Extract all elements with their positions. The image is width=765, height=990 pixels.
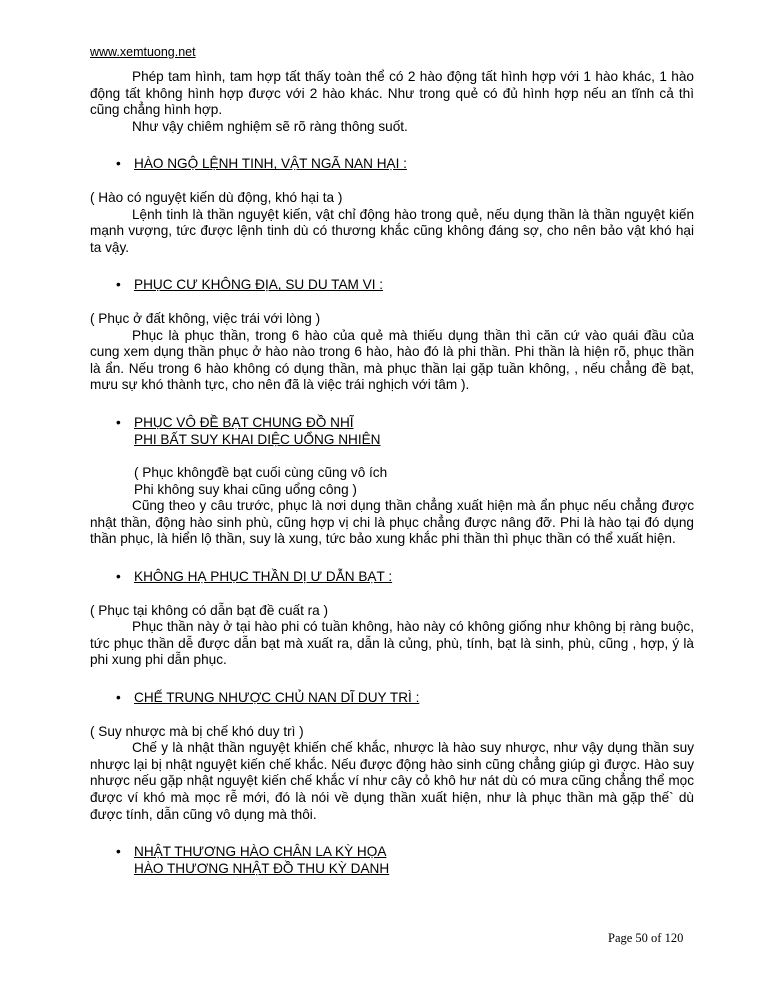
heading-line: PHI BẤT SUY KHAI DIỆC UỔNG NHIÊN — [134, 431, 381, 447]
section-gloss: ( Phục ở đất không, việc trái với lòng ) — [90, 310, 321, 326]
bullet-icon: • — [116, 414, 121, 430]
section-body: Phục là phục thần, trong 6 hào của quẻ mà thiếu dụng thần thì căn cứ vào quái đầu của cung xem dụng thần phục ở hào nào trong 6 hào, hào đó là phi thần. Phi thần là hiện rõ, phục thần là ẩn. Nếu trong 6 hào không có dụng thần, mà phục thần lại gặp tuần không, , nếu chẳng đề bạt, mưu sự khó thành tực, cho nên đã là việc trái nghịch với tâm ). — [90, 327, 694, 393]
gloss-line: ( Phục khôngđề bạt cuối cùng cũng vô ích — [134, 465, 388, 481]
bullet-icon: • — [116, 156, 121, 172]
gloss-line: Phi không suy khai cũng uổng công ) — [134, 481, 357, 497]
section-body: Chế y là nhật thần nguyệt khiến chế khắc, nhược là hào suy nhược, như vậy dụng thần suy nhược lại bị nhật nguyệt kiến chế khắc. Nếu được động hào sinh cũng chẳng giúp gì được. Hào suy nhược nếu gặp nhật nguyệt kiến chế khắc ví như cây cỏ khô hư nát dù có mưa cũng chẳng thể mọc được ví khó mà mọc rễ mới, đó là nói về dụng thần xuất hiện, như là phục thần mà gặp thế` dù được tính, dẫn cũng vô dụng mà thôi. — [90, 740, 694, 822]
bullet-icon: • — [116, 690, 121, 706]
section-body: Cũng theo y câu trước, phục là nơi dụng thần chẳng xuất hiện mà ẩn phục nếu chẳng được nhật thần, động hào sinh phù, cũng hợp vị chi là phục chẳng được nâng đỡ. Phi là hào tại đó dụng thần phục, là hiển lộ thần, suy là xung, tức bảo xung khắc phi thần thì phục thần có thể xuất hiện. — [90, 498, 694, 547]
section-gloss: ( Hào có nguyệt kiến dù động, khó hại ta ) — [90, 189, 343, 205]
section-heading — [90, 156, 694, 173]
section-body: Phục thần này ở tại hào phi có tuần không, hào này có không giống như không bị ràng buộc, tức phục thần dễ được dẫn bạt mà xuất ra, dẫn là củng, phù, tính, bạt là sinh, phù, cũng , hợp, ý là phi xung phi dẫn phục. — [90, 619, 694, 668]
heading-line: PHỤC CƯ KHÔNG ĐỊA, SU DU TAM VI : — [134, 277, 384, 293]
bullet-icon: • — [116, 277, 121, 293]
section-heading — [90, 569, 694, 586]
section-heading — [90, 415, 694, 448]
intro-conclusion: Như vậy chiêm nghiệm sẽ rõ ràng thông suốt. — [132, 118, 408, 134]
site-url[interactable]: www.xemtuong.net — [90, 45, 196, 59]
section-heading — [90, 844, 694, 877]
heading-line: HÀO NGỘ LỆNH TINH, VẬT NGÃ NAN HẠI : — [134, 156, 407, 172]
section-gloss: ( Phục tại không có dẫn bạt đề cuất ra ) — [90, 602, 329, 618]
section-heading — [90, 690, 694, 707]
bullet-icon: • — [116, 569, 121, 585]
heading-line: NHẬT THƯƠNG HÀO CHÂN LA KỲ HỌA — [134, 844, 387, 860]
heading-line: PHỤC VÔ ĐỀ BẠT CHUNG ĐỒ NHĨ — [134, 414, 354, 430]
heading-line: HÀO THƯƠNG NHẬT ĐỒ THU KỲ DANH — [134, 860, 390, 876]
section-gloss — [90, 465, 694, 498]
section-body: Lệnh tinh là thần nguyệt kiến, vật chỉ động hào trong quẻ, nếu dụng thần là thần nguyệt kiến mạnh vượng, tức được lệnh tinh dù có thương khắc cũng không đáng sợ, cho nên bảo vật khó hại ta vậy. — [90, 206, 694, 255]
heading-line: KHÔNG HẠ PHỤC THẦN DỊ Ư DẪN BẠT : — [134, 569, 393, 585]
intro-paragraph: Phép tam hình, tam hợp tất thấy toàn thể có 2 hào động tất hình hợp với 1 hào khác, 1 hào động tất không hình hợp được với 2 hào khác. Như trong quẻ có đủ hình hợp nếu an tĩnh cả thì cũng chẳng hình hợp. — [90, 69, 694, 118]
section-heading — [90, 277, 694, 294]
document-body — [90, 69, 694, 894]
section-gloss: ( Suy nhược mà bị chế khó duy trì ) — [90, 723, 304, 739]
bullet-icon: • — [116, 844, 121, 860]
heading-line: CHẾ TRUNG NHƯỢC CHỦ NAN DĨ DUY TRÌ : — [134, 690, 420, 706]
page-number: Page 50 of 120 — [608, 931, 684, 945]
